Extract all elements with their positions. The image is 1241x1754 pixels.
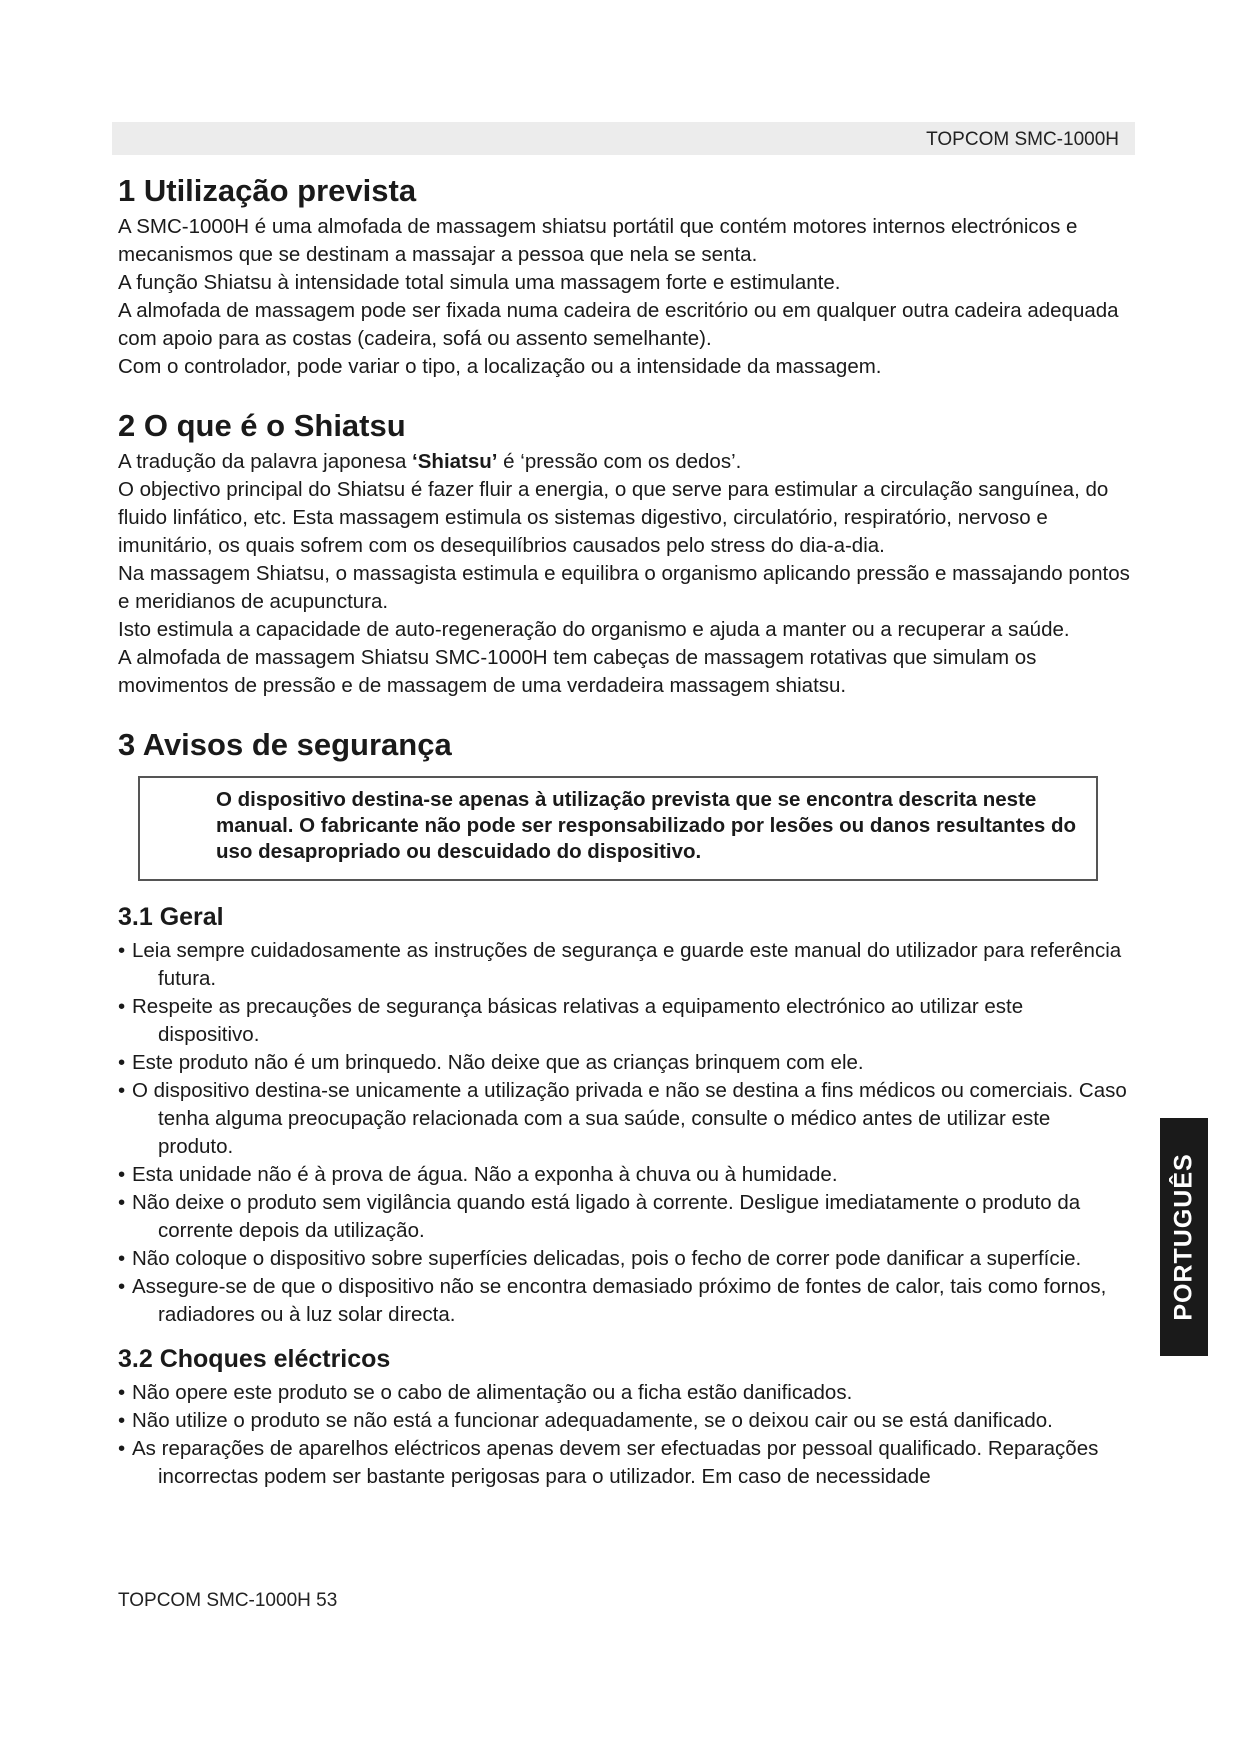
language-tab-label: PORTUGUÊS (1169, 1153, 1198, 1321)
list-item: • Não utilize o produto se não está a funcionar adequadamente, se o deixou cair ou se está danificado. (118, 1407, 1130, 1435)
bullet-icon: • (118, 1191, 126, 1214)
list-item: • Assegure-se de que o dispositivo não se encontra demasiado próximo de fontes de calor, tais como fornos, radiadores ou à luz solar directa. (118, 1275, 1107, 1326)
list-item: • O dispositivo destina-se unicamente a utilização privada e não se destina a fins médicos ou comerciais. Caso tenha alguma preocupação relacionada com a sua saúde, consulte o médico antes de utilizar este produto. (118, 1079, 1127, 1158)
list-item: • As reparações de aparelhos eléctricos apenas devem ser efectuadas por pessoal qualificado. Reparações incorrectas podem ser bastante perigosas para o utilizador. Em caso de necessidade (118, 1437, 1099, 1488)
bullet-icon: • (118, 1163, 126, 1186)
header-bar (112, 122, 1135, 155)
bullet-list-electric-shock (118, 1379, 1130, 1491)
section-safety-warnings (118, 726, 1130, 1491)
paragraph: O objectivo principal do Shiatsu é fazer fluir a energia, o que serve para estimular a circulação sanguínea, do fluido linfático, etc. Esta massagem estimula os sistemas digestivo, circulatório, respiratório, nervoso e imunitário, os quais sofrem com os desequilíbrios causados pelo stress do dia-a-dia. (118, 478, 1109, 557)
bullet-list-general (118, 937, 1130, 1329)
list-item: • Este produto não é um brinquedo. Não deixe que as crianças brinquem com ele. (118, 1049, 1130, 1077)
bullet-icon: • (118, 1381, 126, 1404)
paragraph: A almofada de massagem Shiatsu SMC-1000H tem cabeças de massagem rotativas que simulam os movimentos de pressão e de massagem de uma verdadeira massagem shiatsu. (118, 646, 1037, 697)
emphasis-term: ‘Shiatsu’ (412, 450, 498, 473)
list-item: • Não opere este produto se o cabo de alimentação ou a ficha estão danificados. (118, 1379, 1130, 1407)
bullet-icon: • (118, 1051, 126, 1074)
bullet-icon: • (118, 1079, 126, 1102)
section-title: 1 Utilização prevista (118, 173, 417, 208)
paragraph: A SMC-1000H é uma almofada de massagem shiatsu portátil que contém motores internos electrónicos e mecanismos que se destinam a massajar a pessoa que nela se senta. (118, 215, 1078, 266)
bullet-icon: • (118, 939, 126, 962)
section-what-is-shiatsu (118, 407, 1130, 700)
paragraph: A função Shiatsu à intensidade total simula uma massagem forte e estimulante. (118, 271, 841, 294)
paragraph: Na massagem Shiatsu, o massagista estimula e equilibra o organismo aplicando pressão e massajando pontos e meridianos de acupunctura. (118, 562, 1130, 613)
language-tab (1160, 1118, 1208, 1356)
bullet-icon: • (118, 1247, 126, 1270)
paragraph-text: é ‘pressão com os dedos’. (497, 450, 742, 473)
bullet-icon: • (118, 995, 126, 1018)
bullet-icon: • (118, 1275, 126, 1298)
section-title: 3 Avisos de segurança (118, 727, 452, 762)
paragraph: Com o controlador, pode variar o tipo, a localização ou a intensidade da massagem. (118, 355, 882, 378)
section-title: 2 O que é o Shiatsu (118, 408, 406, 443)
page-content (118, 172, 1130, 1491)
list-item: • Não deixe o produto sem vigilância quando está ligado à corrente. Desligue imediatamente o produto da corrente depois da utilização. (118, 1191, 1081, 1242)
bullet-icon: • (118, 1437, 126, 1460)
warning-box: O dispositivo destina-se apenas à utilização prevista que se encontra descrita neste manual. O fabricante não pode ser responsabilizado por lesões ou danos resultantes do uso desapropriado ou descuidado do dispositivo. (138, 776, 1098, 881)
paragraph (118, 448, 1130, 476)
section-intended-use (118, 172, 1130, 381)
paragraph: Isto estimula a capacidade de auto-regeneração do organismo e ajuda a manter ou a recuperar a saúde. (118, 618, 1070, 641)
bullet-icon: • (118, 1409, 126, 1432)
list-item: • Esta unidade não é à prova de água. Não a exponha à chuva ou à humidade. (118, 1161, 1130, 1189)
subsection-title: 3.1 Geral (118, 903, 224, 931)
paragraph: A almofada de massagem pode ser fixada numa cadeira de escritório ou em qualquer outra cadeira adequada com apoio para as costas (cadeira, sofá ou assento semelhante). (118, 299, 1119, 350)
list-item: • Não coloque o dispositivo sobre superfícies delicadas, pois o fecho de correr pode danificar a superfície. (118, 1245, 1130, 1273)
paragraph-text: A tradução da palavra japonesa (118, 450, 413, 473)
subsection-title: 3.2 Choques eléctricos (118, 1345, 391, 1373)
list-item: • Leia sempre cuidadosamente as instruções de segurança e guarde este manual do utilizador para referência futura. (118, 939, 1122, 990)
header-title: TOPCOM SMC-1000H (926, 129, 1119, 150)
list-item: • Respeite as precauções de segurança básicas relativas a equipamento electrónico ao utilizar este dispositivo. (118, 995, 1024, 1046)
page-footer: TOPCOM SMC-1000H 53 (118, 1590, 338, 1611)
